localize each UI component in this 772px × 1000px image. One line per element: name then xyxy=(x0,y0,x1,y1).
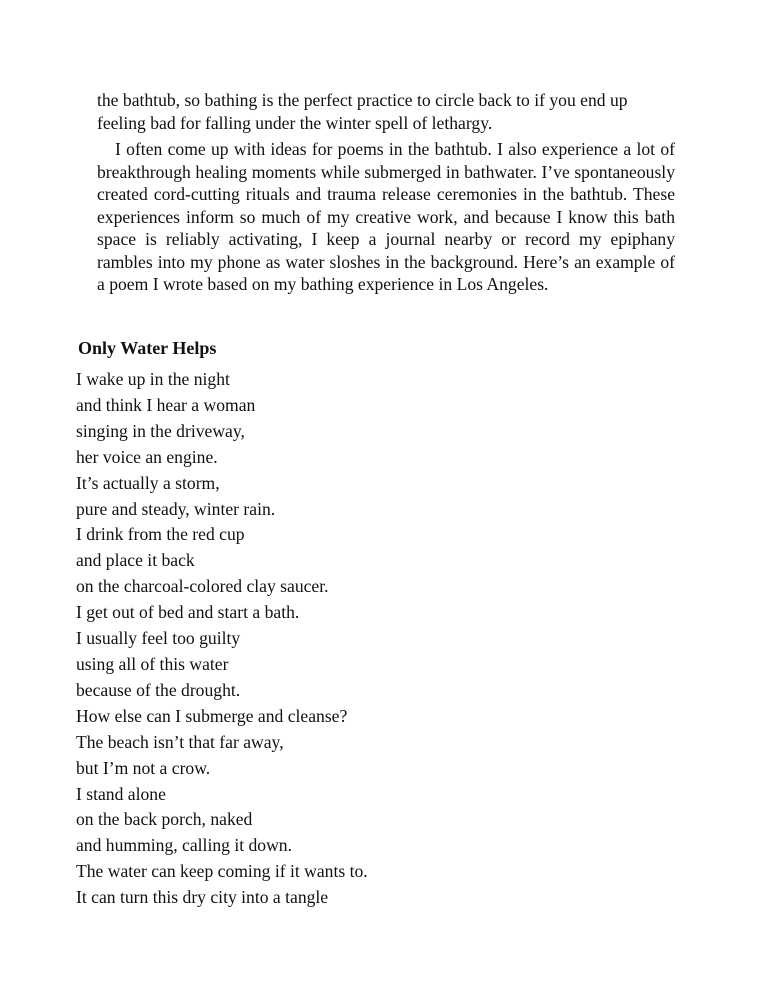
poem-line: because of the drought. xyxy=(76,679,241,700)
poem-line: and place it back xyxy=(76,550,195,571)
poem-line: on the back porch, naked xyxy=(76,809,253,830)
poem-line: It’s actually a storm, xyxy=(76,472,220,493)
poem-line: and humming, calling it down. xyxy=(76,835,292,856)
poem-line: I get out of bed and start a bath. xyxy=(76,602,300,623)
poem-line: but I’m not a crow. xyxy=(76,757,211,778)
poem-lines xyxy=(76,367,736,911)
paragraph-1: the bathtub, so bathing is the perfect practice to circle back to if you end up feeling bad for falling under the winter spell of lethargy. xyxy=(97,90,628,133)
body-text xyxy=(97,89,675,296)
paragraph-2: I often come up with ideas for poems in the bathtub. I also experience a lot of breakthrough healing moments while submerged in bathwater. I’ve spontaneously created cord-cutting rituals and trauma release ceremonies in the bathtub. These experiences inform so much of my creative work, and because I know this bath space is reliably activating, I keep a journal nearby or record my epiphany rambles into my phone as water sloshes in the background. Here’s an example of a poem I wrote based on my bathing experience in Los Angeles. xyxy=(97,139,675,294)
poem-line: pure and steady, winter rain. xyxy=(76,498,276,519)
poem-line: on the charcoal-colored clay saucer. xyxy=(76,576,329,597)
poem-line: I wake up in the night xyxy=(76,369,230,389)
poem-title: Only Water Helps xyxy=(78,338,217,358)
poem-line: It can turn this dry city into a tangle xyxy=(76,887,329,908)
poem-line: using all of this water xyxy=(76,653,229,674)
poem-region xyxy=(76,333,749,933)
poem-line: I drink from the red cup xyxy=(76,524,245,545)
poem-line: How else can I submerge and cleanse? xyxy=(76,705,348,726)
poem-line: and think I hear a woman xyxy=(76,394,256,415)
poem-line: her voice an engine. xyxy=(76,446,218,467)
poem-line: singing in the driveway, xyxy=(76,420,245,441)
poem xyxy=(76,333,736,911)
poem-line: I stand alone xyxy=(76,783,166,804)
poem-line: The beach isn’t that far away, xyxy=(76,731,284,752)
poem-line: I usually feel too guilty xyxy=(76,628,241,649)
poem-line: The water can keep coming if it wants to. xyxy=(76,861,368,882)
